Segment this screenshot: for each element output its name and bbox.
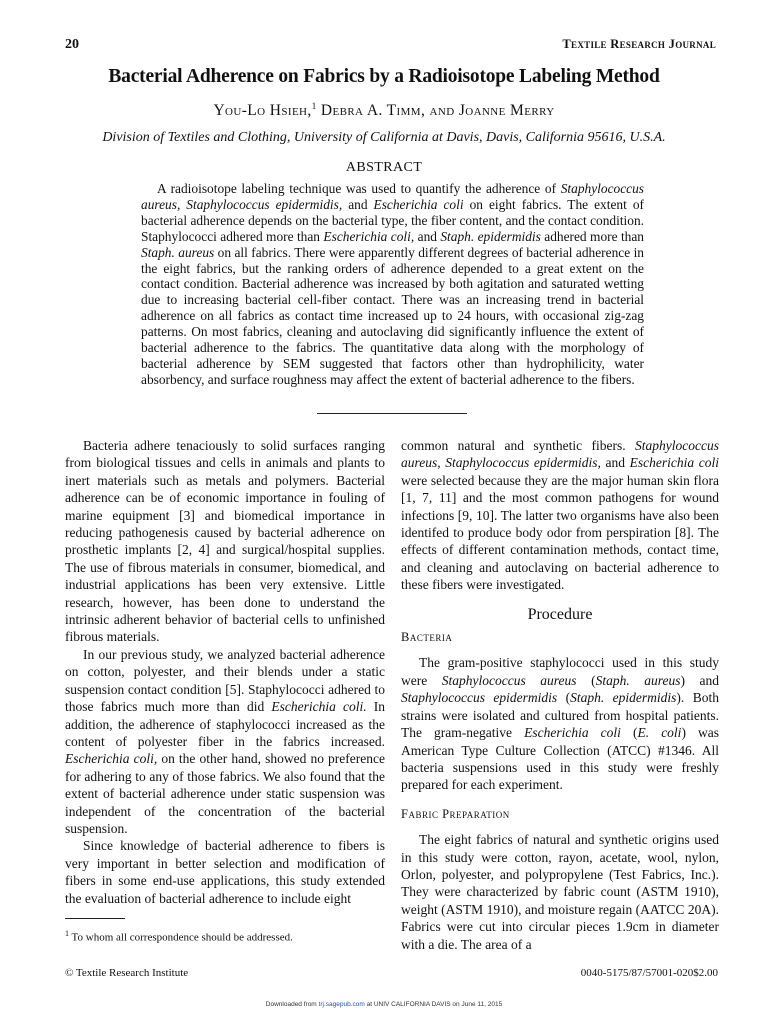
download-post: at UNIV CALIFORNIA DAVIS on June 11, 2015 <box>364 1001 503 1008</box>
abstract-s3: on all fabrics. There were apparently different degrees of bacterial adherence in the eight fabrics, but the ranking orders of adherence depended to a great extent on the contact condition. Bacterial adherence was increased by both agitation and saturated wetting due to increasing bacterial cell-fiber contact. There was an increasing trend in bacterial adherence on all fabrics as contact time increased up to 24 hours, with occasional zig-zag patterns. On most fabrics, cleaning and autoclaving did significantly influence the extent of bacterial adherence to the fabrics. The quantitative data along with the morphology of bacterial adherence by SEM suggested that factors other than hydrophilicity, water absorbency, and surface roughness may affect the extent of bacterial adherence to the fibers. <box>141 244 644 387</box>
author-footnote-mark: 1 <box>311 101 317 111</box>
footnote-text: To whom all correspondence should be addressed. <box>69 931 293 944</box>
col2-p1-text-b: were selected because they are the major human skin flora [1, 7, 11] and the most common pathogens for wound infections [9, 10]. The latter two organisms have also been identifed to produce body odor from perspiration [8]. The effects of different contamination methods, contact time, and cleaning and autoclaving on bacterial adherence to these fibers were investigated. <box>401 472 719 593</box>
left-column <box>65 437 385 907</box>
abstract-s2b: adhered more than <box>540 228 644 244</box>
footnote-mark: 1 <box>65 929 69 938</box>
abstract-species-3: Escherichia coli, <box>323 228 415 244</box>
col1-paragraph-3: Since knowledge of bacterial adherence to fibers is very important in better selection and modification of fibers in some end-use applications, this study extended the evaluation of bacterial adherence to include eight <box>65 838 385 906</box>
col2-p2-text-a: The gram-positive staphylococci used in this study were <box>401 655 719 688</box>
authors-2-3: Debra A. Timm, and Joanne Merry <box>316 102 555 120</box>
page-number: 20 <box>65 37 79 52</box>
footnote-rule <box>65 918 125 919</box>
download-link[interactable]: trj.sagepub.com <box>318 1001 365 1008</box>
col2-p2-text-b: ( <box>576 672 596 688</box>
abstract-species-5: Staph. aureus <box>141 244 215 260</box>
abstract-species-4: Staph. epidermidis <box>440 228 541 244</box>
col2-p1-species-1: Staphylococcus aureus, Staphylococcus epidermidis, <box>401 438 719 471</box>
section-heading-procedure: Procedure <box>527 605 593 623</box>
abstract-heading: ABSTRACT <box>345 160 423 175</box>
abstract-species-2: Escherichia coli <box>373 196 464 212</box>
author-list <box>0 101 768 120</box>
col2-p1-text-a: common natural and synthetic fibers. <box>401 438 636 453</box>
download-notice <box>0 1001 768 1008</box>
col1-p2-text-a: In our previous study, we analyzed bacterial adherence on cotton, polyester, and their blends under a static suspension contact condition [5]. Staphylococci adhered to those fabrics much more than did <box>65 646 385 715</box>
col2-p2-species-4: Staph. epidermidis <box>570 690 677 706</box>
col1-paragraph-2 <box>65 646 385 837</box>
col1-p2-species-1: Escherichia coli. <box>271 699 367 715</box>
abstract-and: and <box>342 196 374 212</box>
col1-p2-text-b: In addition, the adherence of staphylococci increased as the content of polyester fiber in the fabrics increased. <box>65 699 385 749</box>
col2-p2-text-d: ( <box>557 690 571 706</box>
abstract-and-2: and <box>414 228 441 244</box>
col2-p2-text-e: ). Both strains were isolated and cultured from hospital patients. The gram-negative <box>401 690 719 741</box>
col2-p2-species-3: Staphylococcus epidermidis <box>401 690 558 706</box>
col2-p2-species-6: E. coli <box>637 725 682 741</box>
subsection-heading-fabric-preparation: Fabric Preparation <box>401 806 510 821</box>
col1-p2-text-c: on the other hand, showed no preference for adhering to any of those fabrics. We also found that the extent of bacterial adherence under static suspension was independent of the concentration of the bacterial suspension. <box>65 751 385 836</box>
col2-paragraph-3: The eight fabrics of natural and synthetic origins used in this study were cotton, rayon, acetate, wool, nylon, Orlon, polyester, and polypropylene (Test Fabrics, Inc.). They were characterized by fabric count (ASTM 1910), weight (ASTM 1910), and moisture regain (AATCC 20A). Fabrics were cut into circular pieces 1.9cm in diameter with a die. The area of a <box>401 832 719 952</box>
col2-paragraph-1 <box>401 437 719 594</box>
col2-p2-text-c: ) and <box>680 672 719 688</box>
affiliation: Division of Textiles and Clothing, University of California at Davis, Davis, California 95616, U.S.A. <box>102 130 666 145</box>
col2-p2-species-5: Escherichia coli <box>524 725 621 741</box>
col2-p1-species-2: Escherichia coli <box>629 455 719 471</box>
author-1: You-Lo Hsieh, <box>213 102 312 120</box>
abstract-s2: on eight fabrics. The extent of bacterial adherence depends on the bacterial type, the fiber content, and the contact condition. Staphylococci adhered more than <box>141 196 644 244</box>
col2-p1-and: and <box>600 455 630 471</box>
footnote <box>65 929 293 944</box>
col2-p2-species-1: Staphylococcus aureus <box>441 672 577 688</box>
col1-p2-species-2: Escherichia coli, <box>65 751 158 767</box>
abstract-text <box>141 181 644 388</box>
copyright-notice: © Textile Research Institute <box>65 967 189 979</box>
abstract-separator <box>317 413 467 414</box>
paper-title: Bacterial Adherence on Fabrics by a Radioisotope Labeling Method <box>108 66 660 87</box>
col1-paragraph-1: Bacteria adhere tenaciously to solid surfaces ranging from biological tissues and cells in animals and plants to inert materials such as metals and polymers. Bacterial adherence can be of economic importance in fouling of marine equipment [3] and biomedical importance in reducing pathogenesis caused by bacterial adherence on prosthetic implants [2, 4] and surgical/hospital supplies. The use of fibrous materials in consumer, biomedical, and industrial applications has been very extensive. Little research, however, has been done to understand the intrinsic adherent behavior of bacterial cells to unfinished fibrous materials. <box>65 438 385 645</box>
abstract-s1: A radioisotope labeling technique was used to quantify the adherence of <box>157 181 561 196</box>
download-pre: Downloaded from <box>265 1001 319 1008</box>
col2-p2-text-f: ( <box>620 725 638 741</box>
col2-p2-species-2: Staph. aureus <box>595 672 681 688</box>
abstract-species-1: Staphylococcus aureus, Staphylococcus epidermidis, <box>141 181 644 212</box>
right-column <box>401 437 719 953</box>
col2-p2-text-g: ) was American Type Culture Collection (ATCC) #1346. All bacteria suspensions used in this study were freshly prepared for each experiment. <box>401 725 720 793</box>
col2-paragraph-2 <box>401 654 719 793</box>
article-code: 0040-5175/87/57001-020$2.00 <box>580 967 718 979</box>
subsection-heading-bacteria: Bacteria <box>401 630 453 645</box>
journal-name: Textile Research Journal <box>562 37 716 51</box>
